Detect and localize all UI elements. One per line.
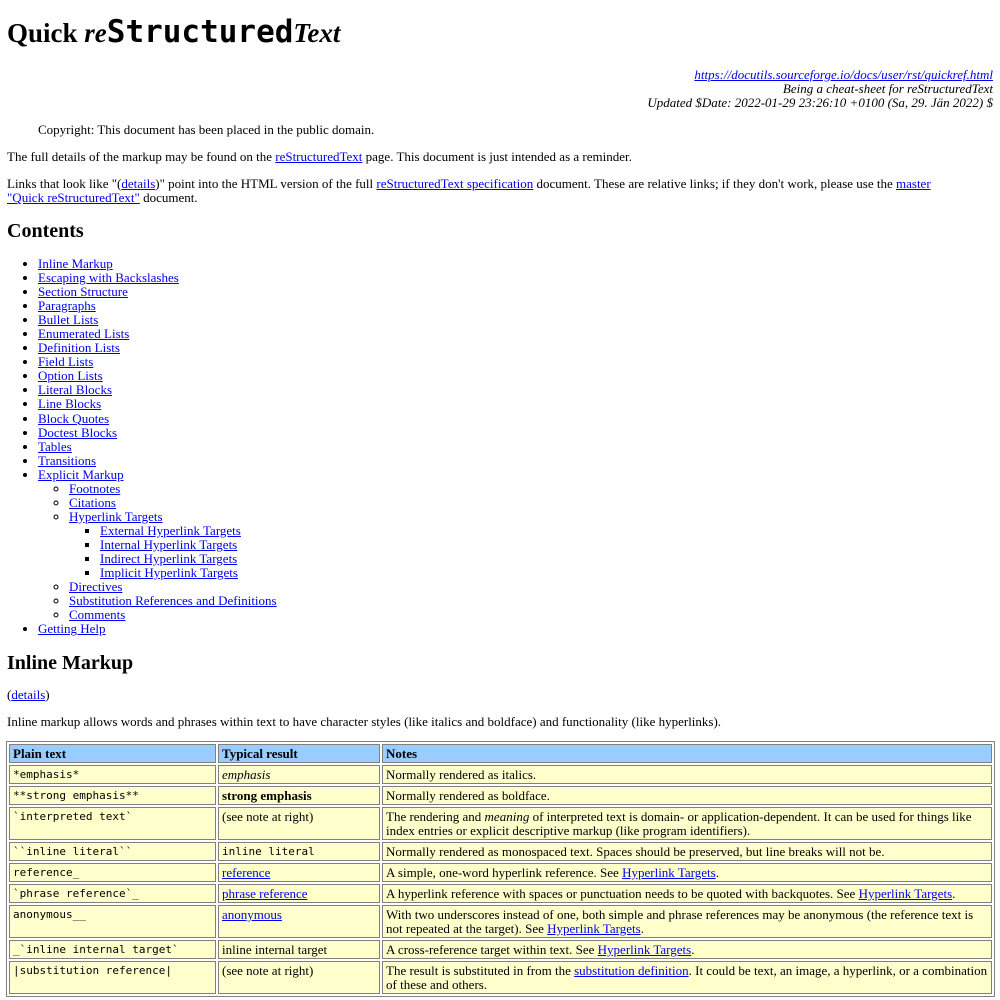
substitution-definition-link[interactable]: substitution definition [574,963,689,978]
cell-plain: anonymous__ [9,905,216,938]
notes-text: A simple, one-word hyperlink reference. See [386,865,623,880]
toc-item [69,608,277,622]
inline-details-link[interactable]: details [11,687,46,702]
cell-result: inline literal [218,842,380,861]
cell-result [218,905,380,938]
toc-link-paragraphs[interactable]: Paragraphs [38,298,96,314]
cell-notes [382,884,992,903]
toc-item [38,271,277,285]
cell-plain: _`inline internal target` [9,940,216,959]
toc-link-getting-help[interactable]: Getting Help [38,621,106,637]
table-row [9,863,992,882]
cell-notes [382,905,992,938]
toc-link-definition-lists[interactable]: Definition Lists [38,340,120,356]
toc-item [38,369,277,383]
header-plain-text: Plain text [9,744,216,763]
cell-notes: Normally rendered as italics. [382,765,992,784]
notes-text: . [640,921,644,936]
notes-text: A cross-reference target within text. See [386,942,598,957]
toc-item [100,538,277,552]
cell-plain: `interpreted text` [9,807,216,840]
cell-result [218,884,380,903]
cell-notes: Normally rendered as monospaced text. Spaces should be preserved, but line breaks will not be. [382,842,992,861]
cell-notes [382,863,992,882]
toc-link-directives[interactable]: Directives [69,579,123,595]
toc-link-literal-blocks[interactable]: Literal Blocks [38,382,113,398]
cell-plain: **strong emphasis** [9,786,216,805]
notes-text: . It could be text, an image, a hyperlink, or a combination of these and others. [386,963,988,992]
toc-link-enumerated-lists[interactable]: Enumerated Lists [38,326,130,342]
intro-links-paragraph [7,177,947,205]
cell-result: (see note at right) [218,807,380,840]
toc-link-indirect-hyperlink-targets[interactable]: Indirect Hyperlink Targets [100,550,238,566]
title-text: Text [293,18,341,48]
toc-link-doctest-blocks[interactable]: Doctest Blocks [38,424,118,440]
result-reference-link[interactable]: reference [222,865,271,880]
notes-text: of interpreted text is domain- or application-dependent. It can be used for things like index entries or explicit descriptive markup (like program identifiers). [386,809,972,838]
table-row [9,842,992,861]
toc-item [38,412,277,426]
toc-link-explicit-markup[interactable]: Explicit Markup [38,466,124,482]
toc-item [38,257,277,271]
inline-details-paragraph [7,688,50,702]
master-quickref-link[interactable]: master "Quick reStructuredText" [7,176,931,205]
copyright-notice: Copyright: This document has been placed in the public domain. [38,122,375,137]
cell-result [218,863,380,882]
title-structured: Structured [106,14,294,50]
result-phrase-reference-link[interactable]: phrase reference [222,886,308,901]
table-row [9,961,992,994]
toc-link-tables[interactable]: Tables [38,438,72,454]
table-row [9,884,992,903]
result-strong: strong emphasis [222,788,312,803]
intro-text: Links that look like "( [7,176,122,191]
toc-link-field-lists[interactable]: Field Lists [38,354,94,370]
result-emphasis: emphasis [222,767,271,782]
toc-link-hyperlink-targets[interactable]: Hyperlink Targets [69,508,163,524]
intro-text: page. This document is just intended as a reminder. [362,149,632,164]
table-row [9,807,992,840]
intro-details-paragraph [7,150,632,164]
toc-link-bullet-lists[interactable]: Bullet Lists [38,312,99,328]
inline-markup-heading: Inline Markup [7,652,134,674]
toc-list [0,257,277,636]
hyperlink-targets-link[interactable]: Hyperlink Targets [858,886,953,901]
inline-intro-paragraph: Inline markup allows words and phrases within text to have character styles (like italics and boldface) and functionality (like hyperlinks). [7,714,722,729]
notes-text: A hyperlink reference with spaces or punctuation needs to be quoted with backquotes. See [386,886,859,901]
table-row [9,765,992,784]
toc-link-substitution[interactable]: Substitution References and Definitions [69,593,277,609]
toc-item [100,566,277,580]
toc-item [38,622,277,636]
toc-item [38,454,277,468]
header-meta [647,68,993,110]
cell-result: inline internal target [218,940,380,959]
toc-item [38,299,277,313]
hyperlink-targets-link[interactable]: Hyperlink Targets [622,865,716,880]
intro-text: The full details of the markup may be found on the [7,149,276,164]
source-url-link[interactable]: https://docutils.sourceforge.io/docs/user/rst/quickref.html [694,67,993,82]
cell-plain: *emphasis* [9,765,216,784]
toc-item [69,510,277,580]
cell-plain: reference_ [9,863,216,882]
intro-text: )" point into the HTML version of the full [155,176,377,191]
toc-item [38,313,277,327]
page-title [7,12,340,53]
notes-text: With two underscores instead of one, both simple and phrase references may be anonymous (the reference text is not repeated at the target). See [386,907,974,936]
cell-result [218,786,380,805]
toc-link-section-structure[interactable]: Section Structure [38,284,128,300]
toc-link-escaping[interactable]: Escaping with Backslashes [38,270,179,286]
details-link[interactable]: details [121,176,156,191]
spec-link[interactable]: reStructuredText specification [376,176,534,191]
toc-item [38,426,277,440]
cell-notes [382,807,992,840]
toc-link-option-lists[interactable]: Option Lists [38,368,103,384]
toc-item [38,355,277,369]
hyperlink-targets-link[interactable]: Hyperlink Targets [597,942,692,957]
toc-link-footnotes[interactable]: Footnotes [69,480,121,496]
toc-link-line-blocks[interactable]: Line Blocks [38,396,102,412]
table-header-row [9,744,992,763]
toc-sublist [69,524,277,580]
title-re: re [84,18,107,48]
toc-link-external-hyperlink-targets[interactable]: External Hyperlink Targets [100,522,241,538]
hyperlink-targets-link[interactable]: Hyperlink Targets [547,921,641,936]
table-of-contents [0,257,277,636]
inline-markup-table [6,741,995,997]
toc-item [69,580,277,594]
cell-notes: Normally rendered as boldface. [382,786,992,805]
cell-result: (see note at right) [218,961,380,994]
cell-notes [382,940,992,959]
toc-link-internal-hyperlink-targets[interactable]: Internal Hyperlink Targets [100,536,238,552]
toc-item [69,496,277,510]
notes-emphasis: meaning [484,809,530,824]
toc-item [38,440,277,454]
contents-heading: Contents [7,220,84,242]
paren-open: ( [7,687,12,702]
toc-item [69,482,277,496]
toc-item [100,524,277,538]
toc-item [38,327,277,341]
toc-link-block-quotes[interactable]: Block Quotes [38,410,110,426]
header-typical-result: Typical result [218,744,380,763]
toc-link-inline-markup[interactable]: Inline Markup [38,256,113,271]
toc-link-citations[interactable]: Citations [69,494,116,510]
cell-notes [382,961,992,994]
table-row [9,905,992,938]
cell-result [218,765,380,784]
cell-plain: ``inline literal`` [9,842,216,861]
notes-text: . [691,942,695,957]
toc-item [38,285,277,299]
result-anonymous-link[interactable]: anonymous [222,907,282,922]
toc-item [38,383,277,397]
title-quick: Quick [7,18,85,48]
updated-date: Updated $Date: 2022-01-29 23:26:10 +0100 (Sa, 29. Jän 2022) $ [647,95,993,110]
intro-text: document. [139,190,198,205]
toc-link-implicit-hyperlink-targets[interactable]: Implicit Hyperlink Targets [100,565,238,581]
notes-text: . [952,886,956,901]
toc-item [38,397,277,411]
toc-sublist [38,482,277,622]
cell-plain: `phrase reference`_ [9,884,216,903]
toc-item [38,341,277,355]
notes-text: The rendering and [386,809,485,824]
header-notes: Notes [382,744,992,763]
paren-close: ) [45,687,50,702]
notes-text: The result is substituted in from the [386,963,575,978]
notes-text: . [715,865,719,880]
toc-item [69,594,277,608]
cell-plain: |substitution reference| [9,961,216,994]
restructuredtext-link[interactable]: reStructuredText [275,149,363,164]
toc-item [100,552,277,566]
toc-item [38,468,277,623]
table-row [9,940,992,959]
toc-link-transitions[interactable]: Transitions [38,452,97,468]
intro-text: document. These are relative links; if they don't work, please use the [533,176,896,191]
subtitle: Being a cheat-sheet for reStructuredText [782,81,993,96]
table-row [9,786,992,805]
toc-link-comments[interactable]: Comments [69,607,126,623]
